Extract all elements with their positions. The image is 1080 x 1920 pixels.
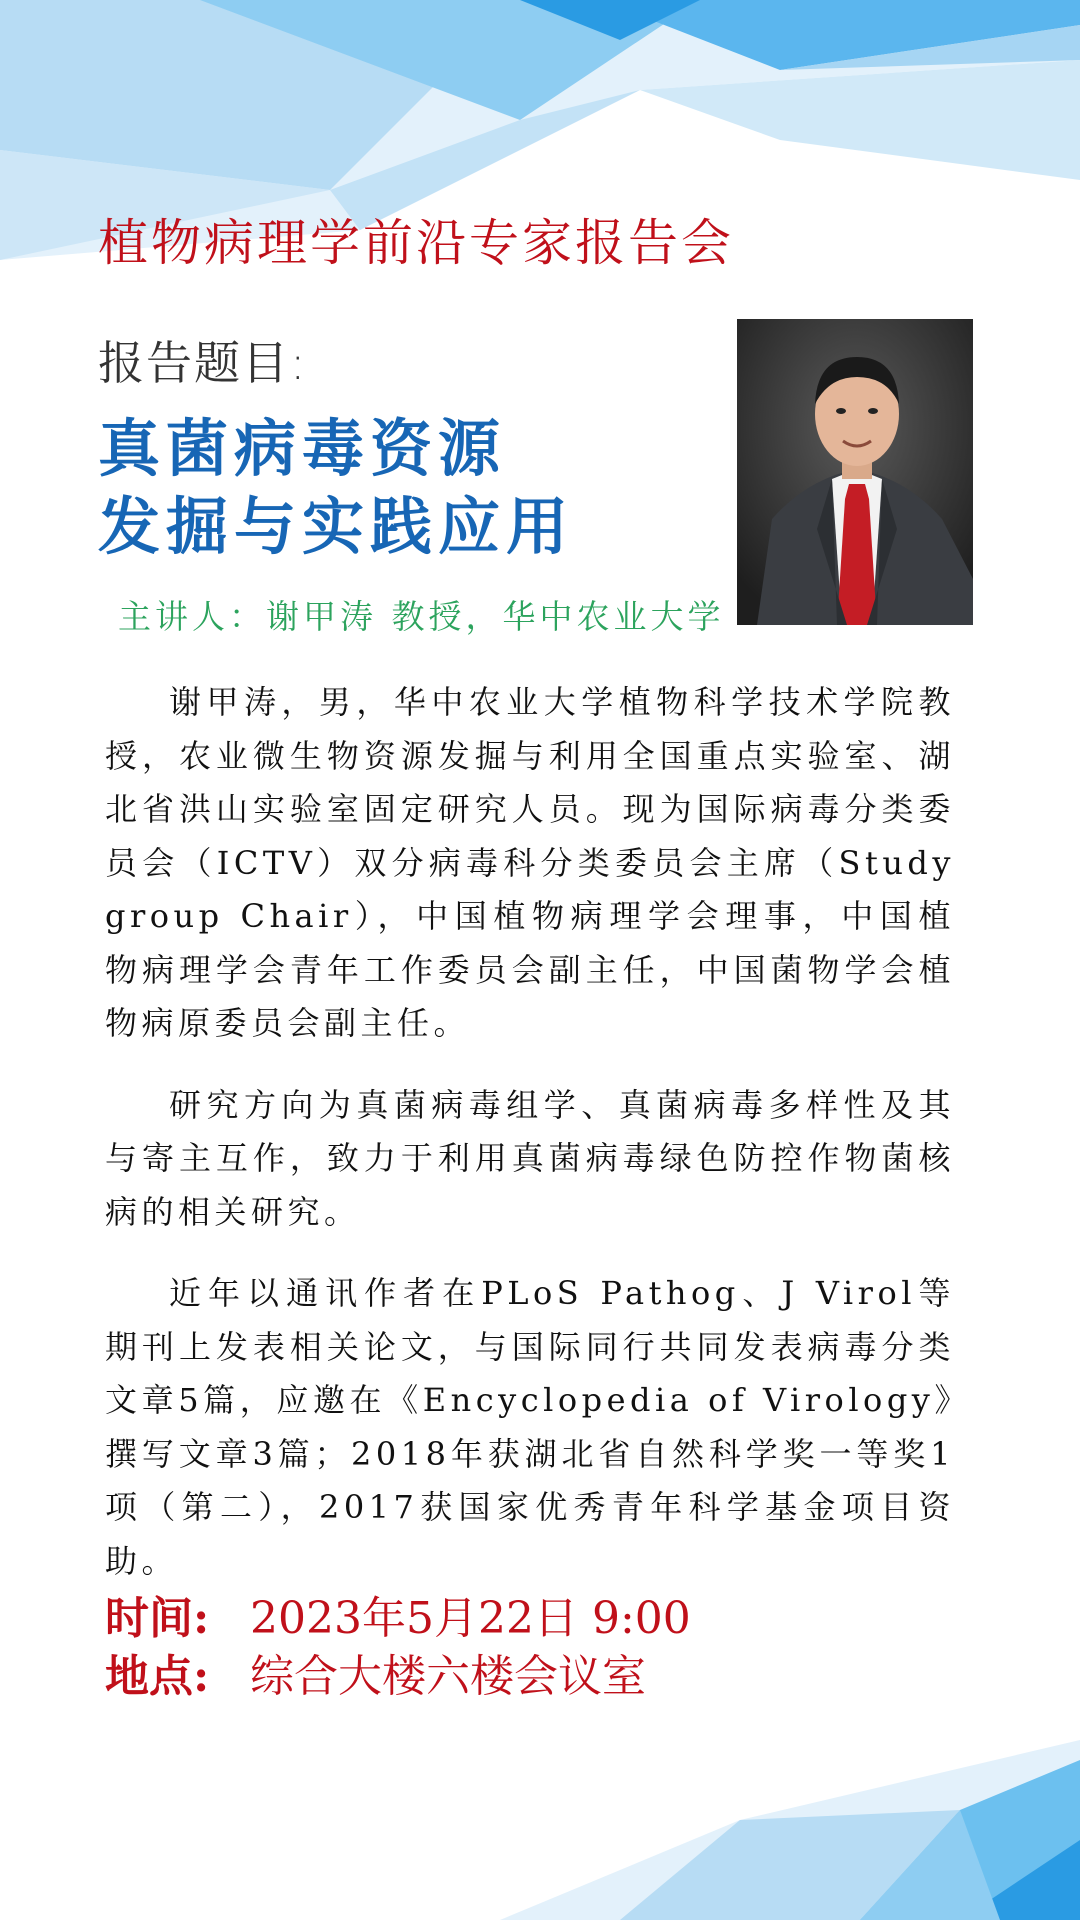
place-row xyxy=(105,1648,691,1706)
place-value: 综合大楼六楼会议室 xyxy=(250,1651,646,1702)
bio-paragraph-1: 谢甲涛，男，华中农业大学植物科学技术学院教授，农业微生物资源发掘与利用全国重点实验室、湖北省洪山实验室固定研究人员。现为国际病毒分类委员会（ICTV）双分病毒科分类委员会主席（Study group Chair），中国植物病理学会理事，中国植物病理学会青年工作委员会副主任，中国菌物学会植物病原委员会副主任。 xyxy=(105,683,955,1042)
event-details xyxy=(105,1590,691,1706)
bottom-decoration xyxy=(0,1700,1080,1920)
report-title xyxy=(98,410,574,566)
time-label: 时间: xyxy=(105,1593,210,1644)
place-label: 地点: xyxy=(105,1651,210,1702)
report-title-label: 报告题目: xyxy=(98,336,308,390)
time-row xyxy=(105,1590,691,1648)
time-value: 2023年5月22日 9:00 xyxy=(250,1593,691,1644)
bio-paragraph-2: 研究方向为真菌病毒组学、真菌病毒多样性及其与寄主互作，致力于利用真菌病毒绿色防控作物菌核病的相关研究。 xyxy=(105,1085,955,1231)
speaker-bio xyxy=(105,676,955,1616)
speaker-info: 主讲人：谢甲涛 教授，华中农业大学 xyxy=(118,597,725,636)
top-decoration xyxy=(0,0,1080,330)
speaker-photo xyxy=(737,319,973,625)
event-title: 植物病理学前沿专家报告会 xyxy=(98,214,734,272)
report-title-line-1: 真菌病毒资源 xyxy=(98,412,507,485)
report-title-line-2: 发掘与实践应用 xyxy=(98,490,575,563)
bio-paragraph-3: 近年以通讯作者在PLoS Pathog、J Virol等期刊上发表相关论文，与国际同行共同发表病毒分类文章5篇，应邀在《Encyclopedia of Virology》撰写文章3篇；2018年获湖北省自然科学奖一等奖1项（第二），2017获国家优秀青年科学基金项目资助。 xyxy=(105,1274,955,1580)
